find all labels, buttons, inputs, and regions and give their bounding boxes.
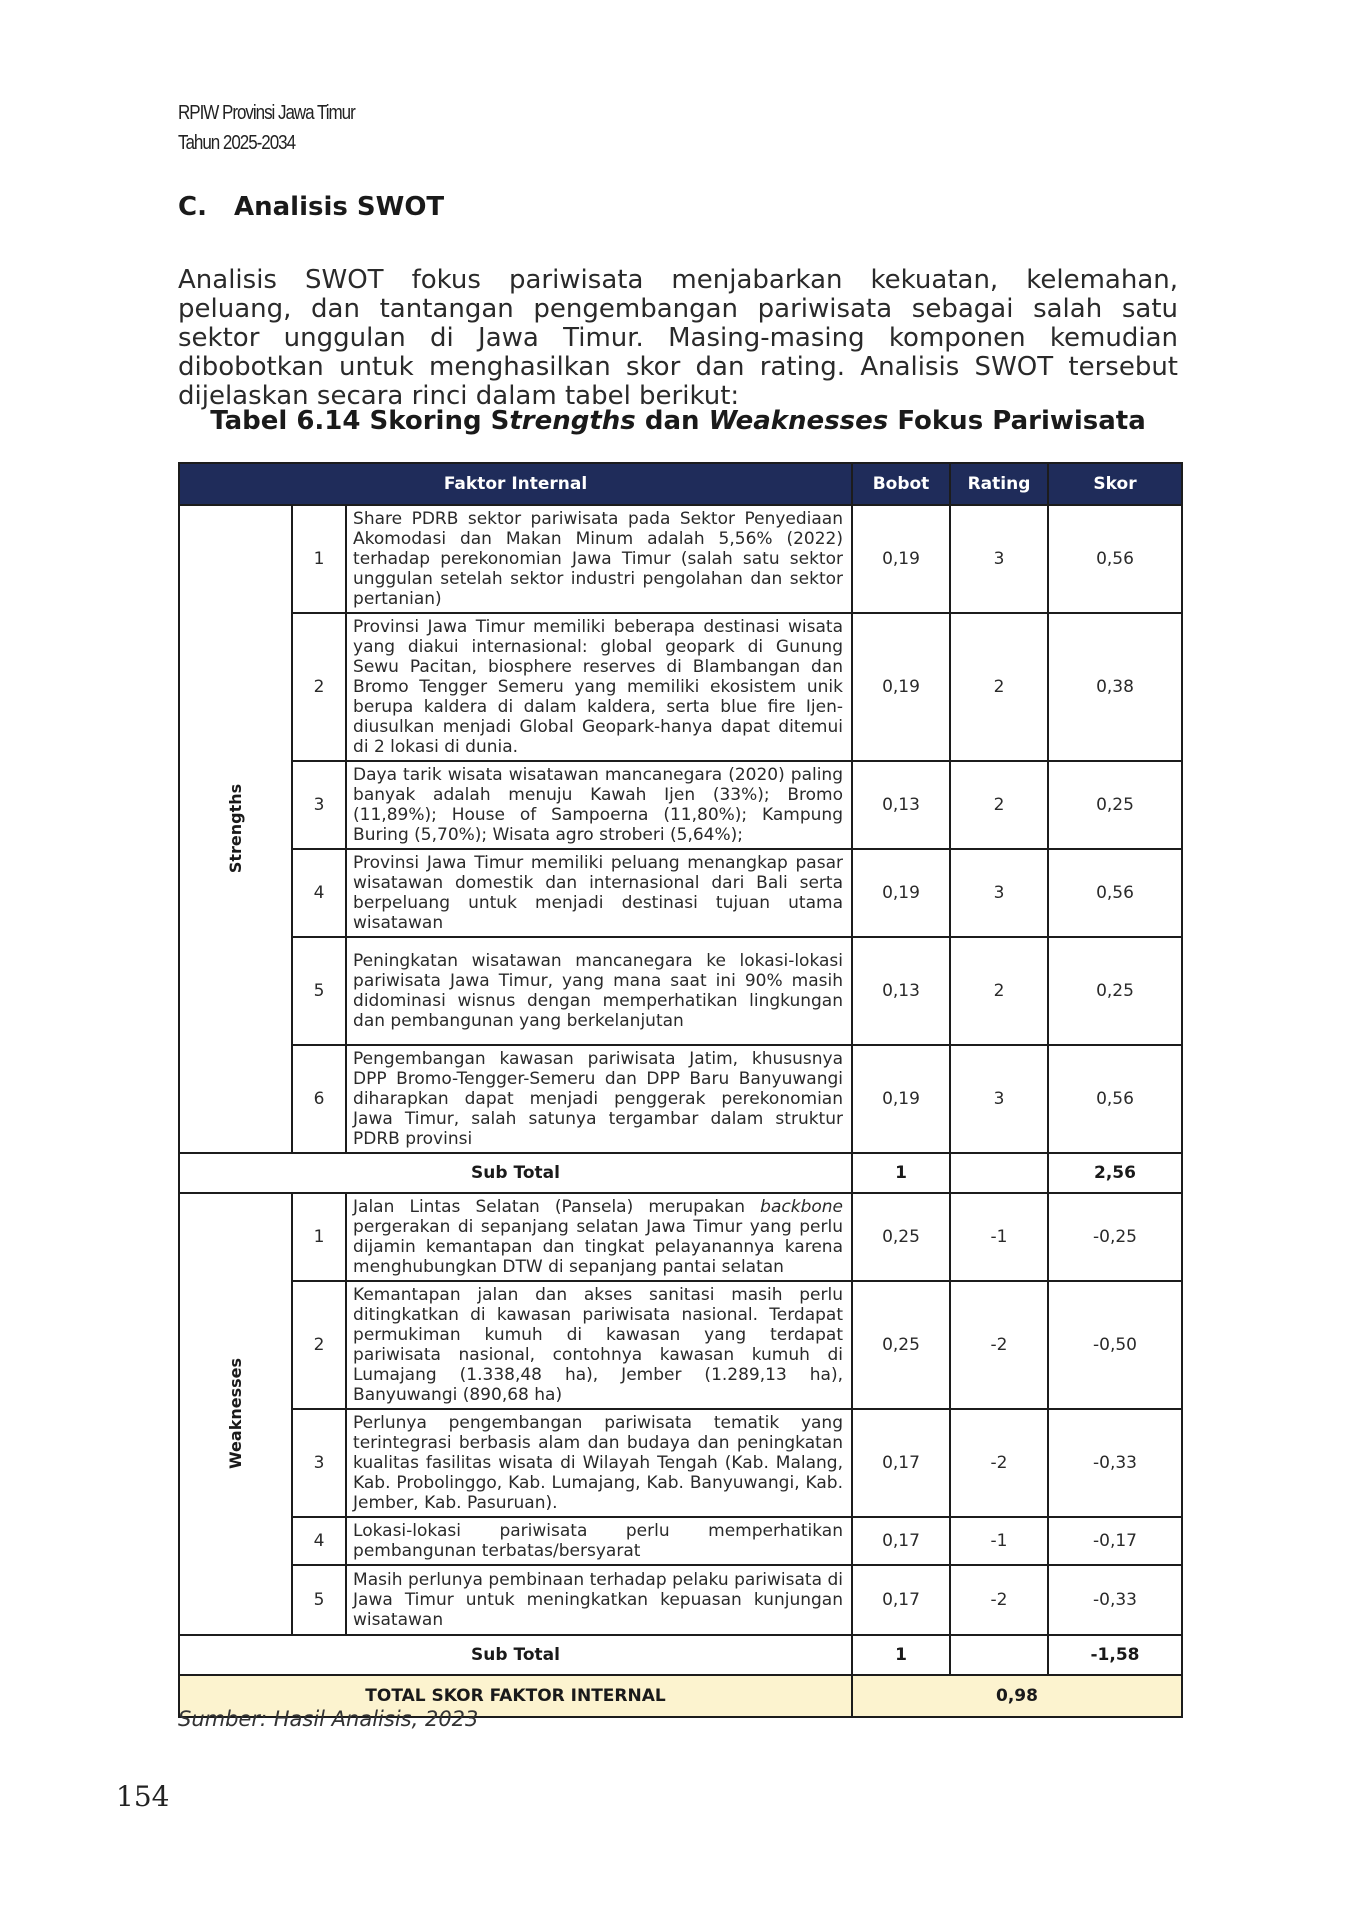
subtotal-label: Sub Total: [179, 1153, 852, 1193]
weaknesses-subtotal-row: [179, 1635, 1182, 1675]
row-bobot: 0,25: [852, 1281, 950, 1409]
table-header-row: [179, 463, 1182, 505]
row-number: 5: [292, 937, 346, 1045]
weaknesses-label: Weaknesses: [226, 1357, 246, 1470]
page-number: 154: [116, 1780, 170, 1813]
header-document-title: RPIW Provinsi Jawa Timur: [178, 102, 355, 124]
header-bobot: Bobot: [852, 463, 950, 505]
row-rating: 3: [950, 1045, 1048, 1153]
row-rating: -1: [950, 1517, 1048, 1565]
row-skor: 0,56: [1048, 849, 1182, 937]
row-description: Masih perlunya pembinaan terhadap pelaku pariwisata di Jawa Timur untuk meningkatkan kepuasan kunjungan wisatawan: [346, 1565, 852, 1635]
running-header: [178, 98, 355, 158]
intro-paragraph: Analisis SWOT fokus pariwisata menjabarkan kekuatan, kelemahan, peluang, dan tantangan pengembangan pariwisata sebagai salah satu sektor unggulan di Jawa Timur. Masing-masing komponen kemudian dibobotkan untuk menghasilkan skor dan rating. Analisis SWOT tersebut dijelaskan secara rinci dalam tabel berikut:: [178, 265, 1178, 411]
row-skor: 0,25: [1048, 937, 1182, 1045]
table-row: [179, 761, 1182, 849]
row-bobot: 0,19: [852, 849, 950, 937]
row-description: Lokasi-lokasi pariwisata perlu memperhatikan pembangunan terbatas/bersyarat: [346, 1517, 852, 1565]
table-row: [179, 937, 1182, 1045]
table-row: [179, 1193, 1182, 1281]
row-number: 5: [292, 1565, 346, 1635]
row-skor: -0,33: [1048, 1409, 1182, 1517]
row-rating: -2: [950, 1409, 1048, 1517]
row-skor: 0,25: [1048, 761, 1182, 849]
row-number: 2: [292, 613, 346, 761]
table-row: [179, 1409, 1182, 1517]
subtotal-bobot: 1: [852, 1153, 950, 1193]
row-bobot: 0,17: [852, 1409, 950, 1517]
table-caption-prefix: Tabel 6.14 Skoring S: [210, 406, 510, 436]
row-description-italic: backbone: [760, 1197, 843, 1217]
row-rating: 3: [950, 505, 1048, 613]
header-rating: Rating: [950, 463, 1048, 505]
header-factor: Faktor Internal: [179, 463, 852, 505]
row-skor: 0,38: [1048, 613, 1182, 761]
row-rating: -2: [950, 1281, 1048, 1409]
table-row: [179, 1517, 1182, 1565]
strengths-category-cell: [179, 505, 292, 1153]
row-description: [346, 1193, 852, 1281]
total-value: 0,98: [852, 1675, 1182, 1717]
row-bobot: 0,17: [852, 1565, 950, 1635]
row-bobot: 0,25: [852, 1193, 950, 1281]
header-document-period: Tahun 2025-2034: [178, 132, 296, 154]
strengths-subtotal-row: [179, 1153, 1182, 1193]
table-caption-suffix: Fokus Pariwisata: [888, 406, 1146, 436]
table-caption-and: dan: [635, 406, 709, 436]
section-title: [178, 192, 444, 222]
subtotal-rating-empty: [950, 1635, 1048, 1675]
table-caption: [178, 406, 1178, 436]
table-row: [179, 1565, 1182, 1635]
row-rating: 2: [950, 761, 1048, 849]
row-description: Kemantapan jalan dan akses sanitasi masih perlu ditingkatkan di kawasan pariwisata nasional. Terdapat permukiman kumuh di kawasan yang terdapat pariwisata nasional, contohnya kawasan kumuh di Lumajang (1.338,48 ha), Jember (1.289,13 ha), Banyuwangi (890,68 ha): [346, 1281, 852, 1409]
table-source: Sumber: Hasil Analisis, 2023: [178, 1707, 479, 1731]
header-skor: Skor: [1048, 463, 1182, 505]
row-number: 2: [292, 1281, 346, 1409]
row-rating: 3: [950, 849, 1048, 937]
row-rating: -2: [950, 1565, 1048, 1635]
row-description: Daya tarik wisata wisatawan mancanegara (2020) paling banyak adalah menuju Kawah Ijen (33%); Bromo (11,89%); House of Sampoerna (11,80%); Kampung Buring (5,70%); Wisata agro stroberi (5,64%);: [346, 761, 852, 849]
row-bobot: 0,19: [852, 1045, 950, 1153]
strengths-label: Strengths: [226, 783, 246, 874]
row-skor: -0,50: [1048, 1281, 1182, 1409]
row-description: Pengembangan kawasan pariwisata Jatim, khususnya DPP Bromo-Tengger-Semeru dan DPP Baru Banyuwangi diharapkan dapat menjadi penggerak perekonomian Jawa Timur, salah satunya tergambar dalam struktur PDRB provinsi: [346, 1045, 852, 1153]
row-number: 1: [292, 1193, 346, 1281]
row-description: Peningkatan wisatawan mancanegara ke lokasi-lokasi pariwisata Jawa Timur, yang mana saat ini 90% masih didominasi wisnus dengan memperhatikan lingkungan dan pembangunan yang berkelanjutan: [346, 937, 852, 1045]
row-skor: 0,56: [1048, 1045, 1182, 1153]
table-caption-weaknesses: Weaknesses: [708, 406, 889, 436]
row-skor: 0,56: [1048, 505, 1182, 613]
table-caption-strengths: trengths: [509, 406, 636, 436]
table-row: [179, 613, 1182, 761]
row-description: Perlunya pengembangan pariwisata tematik yang terintegrasi berbasis alam dan budaya dan peningkatan kualitas fasilitas wisata di Wilayah Tengah (Kab. Malang, Kab. Probolinggo, Kab. Lumajang, Kab. Banyuwangi, Kab. Jember, Kab. Pasuruan).: [346, 1409, 852, 1517]
row-number: 6: [292, 1045, 346, 1153]
section-title-text: Analisis SWOT: [234, 192, 445, 222]
subtotal-label: Sub Total: [179, 1635, 852, 1675]
row-skor: -0,33: [1048, 1565, 1182, 1635]
row-number: 3: [292, 1409, 346, 1517]
row-bobot: 0,13: [852, 937, 950, 1045]
row-bobot: 0,19: [852, 505, 950, 613]
row-rating: -1: [950, 1193, 1048, 1281]
swot-internal-factors-table: [178, 462, 1183, 1718]
subtotal-rating-empty: [950, 1153, 1048, 1193]
table-row: [179, 1281, 1182, 1409]
row-number: 1: [292, 505, 346, 613]
row-description-part: pergerakan di sepanjang selatan Jawa Timur yang perlu dijamin kemantapan dan tingkat pelayanannya karena menghubungkan DTW di sepanjang pantai selatan: [353, 1217, 843, 1277]
subtotal-bobot: 1: [852, 1635, 950, 1675]
subtotal-skor: -1,58: [1048, 1635, 1182, 1675]
row-bobot: 0,13: [852, 761, 950, 849]
row-description: Provinsi Jawa Timur memiliki beberapa destinasi wisata yang diakui internasional: global geopark di Gunung Sewu Pacitan, biosphere reserves di Blambangan dan Bromo Tengger Semeru yang memiliki ekosistem unik berupa kaldera di dalam kaldera, serta blue fire Ijen-diusulkan menjadi Global Geopark-hanya dapat ditemui di 2 lokasi di dunia.: [346, 613, 852, 761]
row-skor: -0,17: [1048, 1517, 1182, 1565]
total-label: TOTAL SKOR FAKTOR INTERNAL: [179, 1675, 852, 1717]
table-row: [179, 1045, 1182, 1153]
table-row: [179, 505, 1182, 613]
weaknesses-category-cell: [179, 1193, 292, 1635]
subtotal-skor: 2,56: [1048, 1153, 1182, 1193]
row-description: Share PDRB sektor pariwisata pada Sektor Penyediaan Akomodasi dan Makan Minum adalah 5,56% (2022) terhadap perekonomian Jawa Timur (salah satu sektor unggulan setelah sektor industri pengolahan dan sektor pertanian): [346, 505, 852, 613]
row-bobot: 0,19: [852, 613, 950, 761]
row-number: 3: [292, 761, 346, 849]
row-number: 4: [292, 1517, 346, 1565]
row-rating: 2: [950, 613, 1048, 761]
row-bobot: 0,17: [852, 1517, 950, 1565]
row-skor: -0,25: [1048, 1193, 1182, 1281]
row-rating: 2: [950, 937, 1048, 1045]
row-description-part: Jalan Lintas Selatan (Pansela) merupakan: [353, 1197, 761, 1217]
section-letter: C.: [178, 192, 207, 222]
table-row: [179, 849, 1182, 937]
row-number: 4: [292, 849, 346, 937]
row-description: Provinsi Jawa Timur memiliki peluang menangkap pasar wisatawan domestik dan internasional dari Bali serta berpeluang untuk menjadi destinasi tujuan utama wisatawan: [346, 849, 852, 937]
